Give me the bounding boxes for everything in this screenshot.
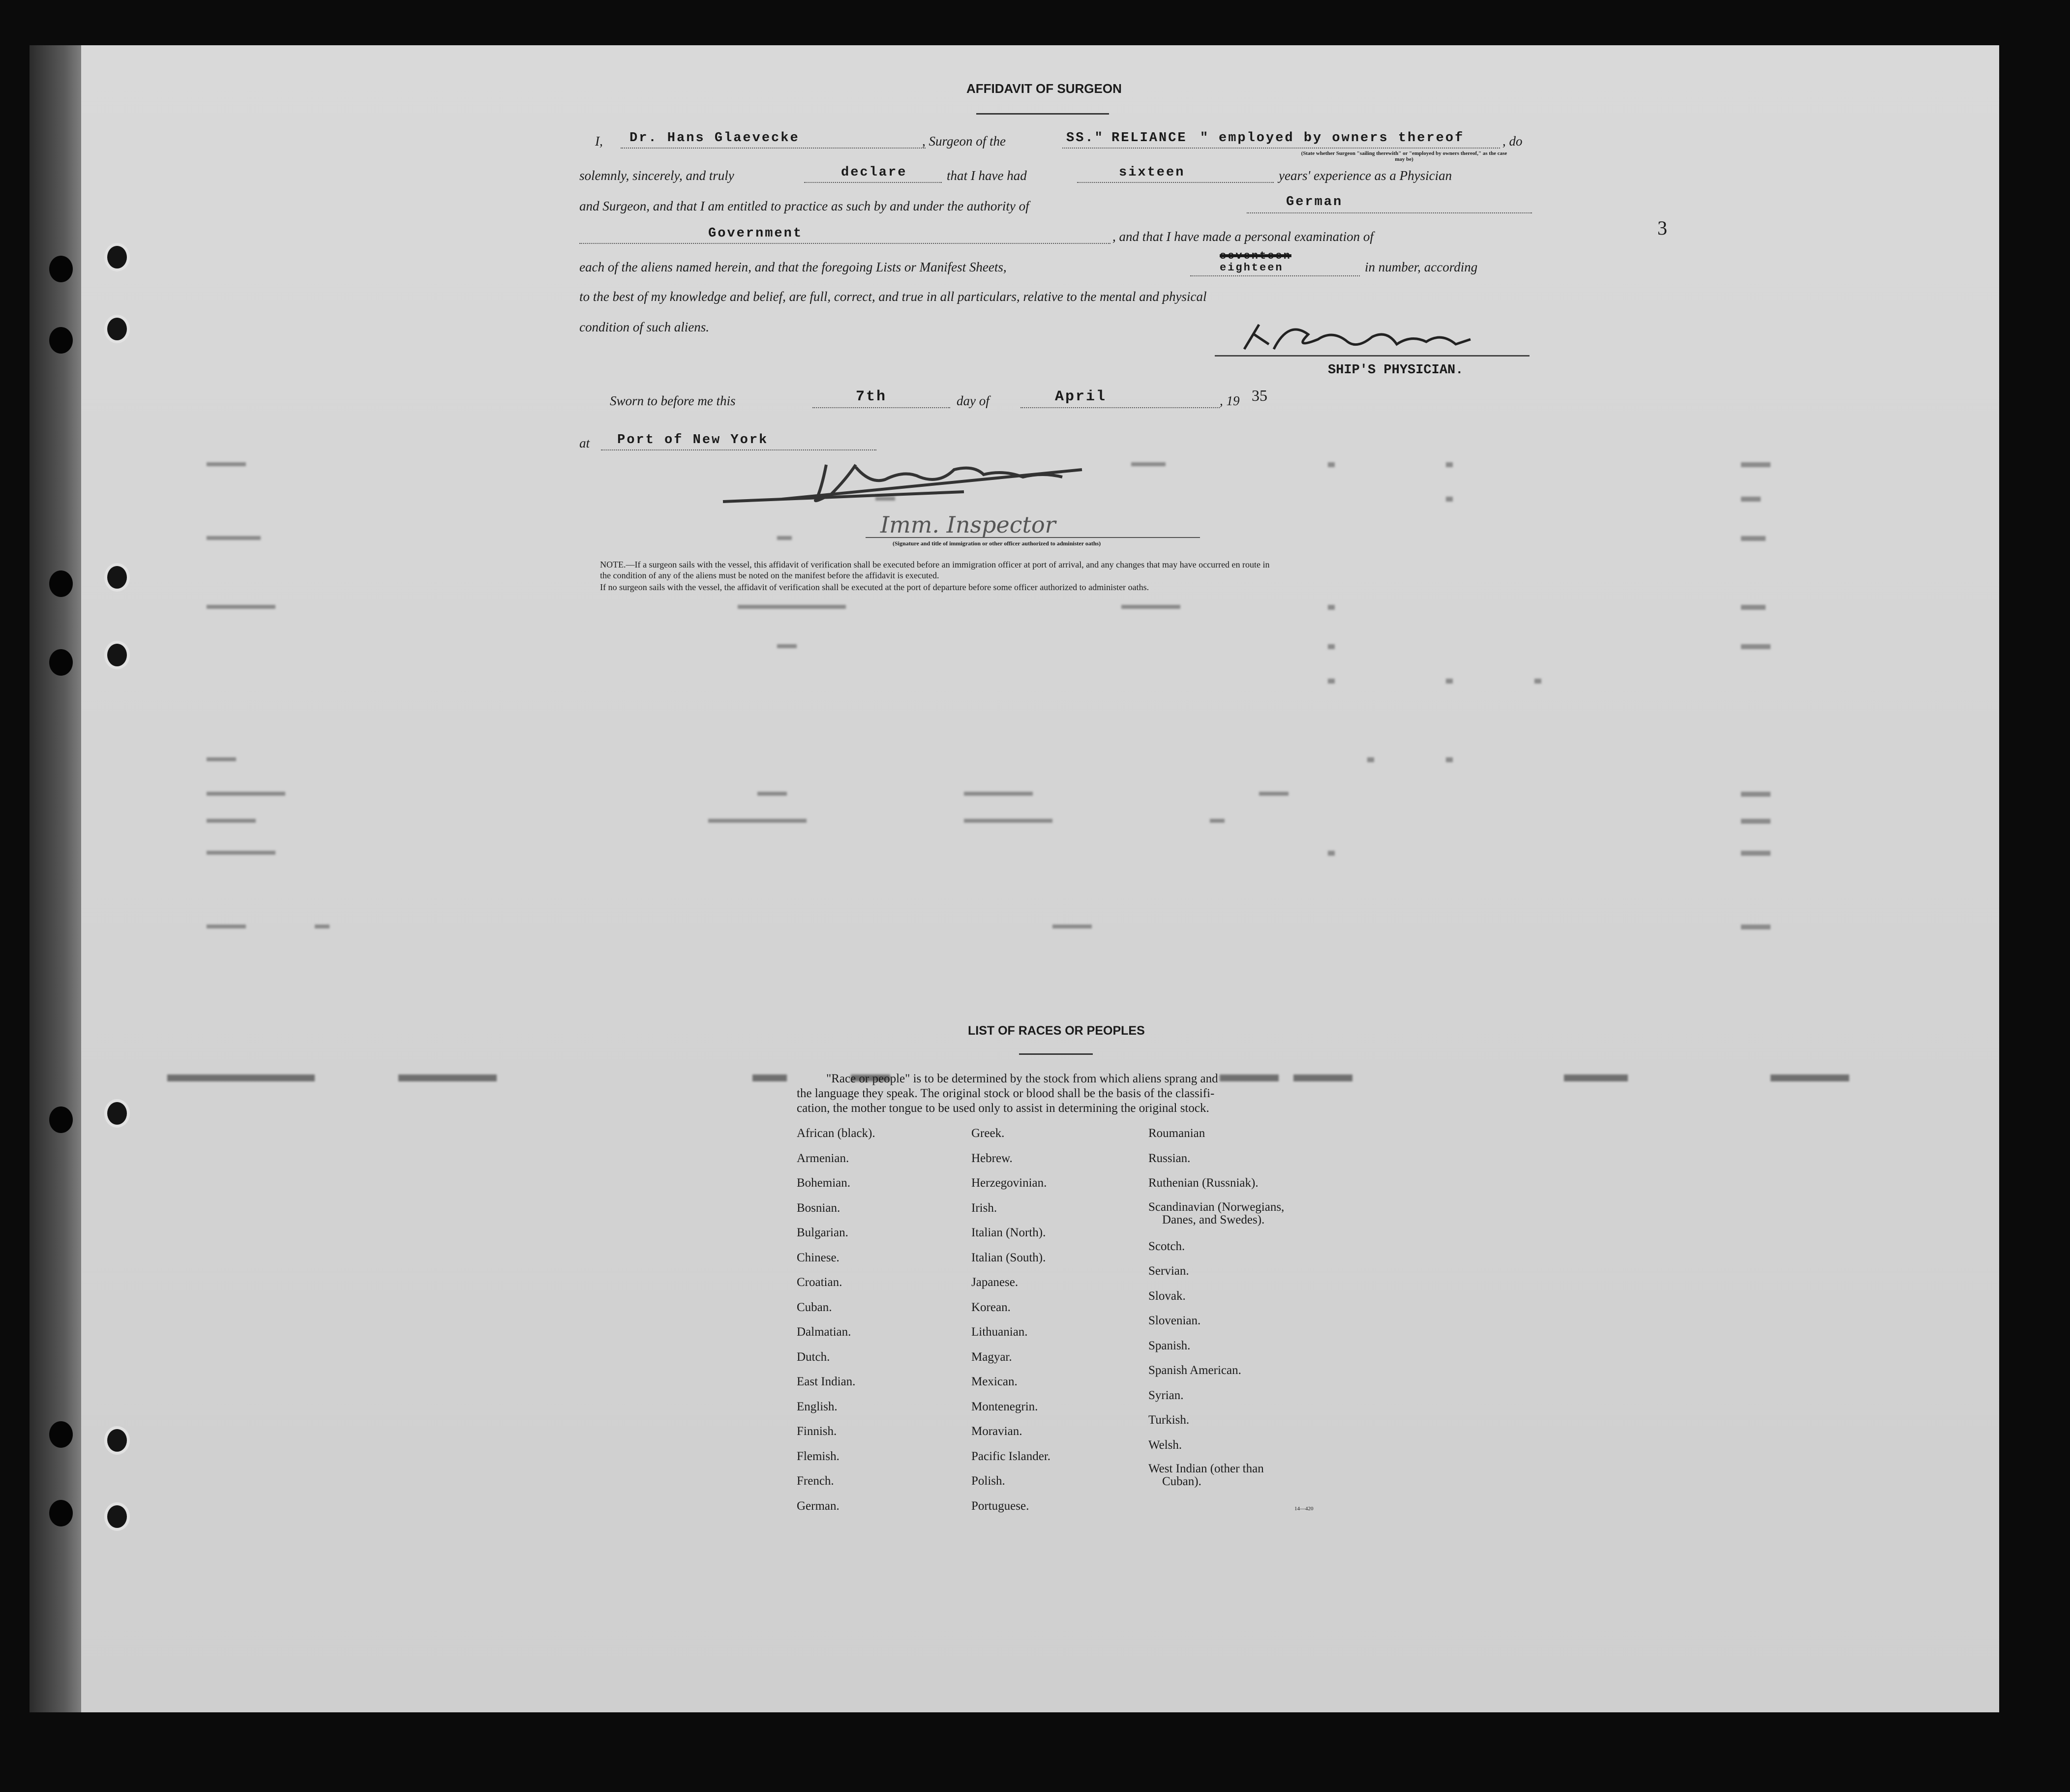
- month-value: April: [1055, 388, 1107, 405]
- race-item: Syrian.: [1148, 1388, 1184, 1402]
- surgeon-name-line: [621, 148, 926, 149]
- form-number: 14—420: [1294, 1506, 1314, 1512]
- personal-exam-label: , and that I have made a personal examination of: [1112, 229, 1374, 244]
- ship-prefix: SS.": [1066, 131, 1104, 146]
- binding-hole: [49, 649, 73, 676]
- races-column-1: [797, 1126, 875, 1523]
- years-value: sixteen: [1119, 165, 1185, 180]
- race-item: Irish.: [971, 1201, 997, 1215]
- surgeon-name: Dr. Hans Glaevecke: [630, 131, 800, 146]
- race-item: English.: [797, 1400, 838, 1413]
- day-value: 7th: [856, 388, 887, 405]
- race-item: Cuban.: [797, 1300, 832, 1314]
- race-item: Dalmatian.: [797, 1325, 851, 1339]
- races-column-3: [1148, 1126, 1284, 1492]
- physician-signature-line: [1215, 355, 1530, 357]
- solemnly-label: solemnly, sincerely, and truly: [579, 168, 734, 183]
- i-label: I,: [595, 134, 603, 149]
- month-line: [1020, 407, 1220, 408]
- physician-signature-svg: [1225, 315, 1539, 364]
- race-item: Spanish.: [1148, 1339, 1191, 1352]
- race-item: Dutch.: [797, 1350, 830, 1364]
- authority-line2: Government: [708, 226, 803, 241]
- race-item-multiline: [1148, 1463, 1284, 1492]
- knowledge-line: to the best of my knowledge and belief, are full, correct, and true in all particulars, relative to the mental and physical: [579, 289, 1207, 304]
- surgeon-line: and Surgeon, and that I am entitled to practice as such by and under the authority of: [579, 199, 1029, 213]
- race-item: Portuguese.: [971, 1499, 1029, 1513]
- binding-hole: [49, 327, 73, 354]
- race-item: Scotch.: [1148, 1239, 1185, 1253]
- races-intro-3: cation, the mother tongue to be used only to assist in determining the original stock.: [797, 1102, 1209, 1115]
- ship-name: RELIANCE: [1111, 131, 1187, 146]
- at-label: at: [579, 436, 590, 450]
- race-item: Chinese.: [797, 1251, 840, 1264]
- race-item-part: Cuban).: [1162, 1475, 1201, 1488]
- race-item: Magyar.: [971, 1350, 1012, 1364]
- race-item: Russian.: [1148, 1151, 1191, 1165]
- had-label: that I have had: [947, 168, 1027, 183]
- state-note: (State whether Surgeon "sailing therewith" or "employed by owners thereof," as the case may be): [1301, 150, 1507, 162]
- authority-line1: German: [1286, 195, 1343, 209]
- races-intro-2: the language they speak. The original stock or blood shall be the basis of the classifi-: [797, 1087, 1215, 1100]
- race-item: Roumanian: [1148, 1127, 1205, 1140]
- race-item: French.: [797, 1474, 834, 1488]
- sheets-value: eighteen: [1220, 262, 1284, 274]
- race-item: Bohemian.: [797, 1176, 851, 1190]
- ships-physician-label: SHIP'S PHYSICIAN.: [1328, 363, 1464, 378]
- race-item: Spanish American.: [1148, 1364, 1241, 1377]
- binding-hole: [104, 1426, 130, 1455]
- race-item-part: Danes, and Swedes).: [1162, 1213, 1265, 1226]
- note-line-1a: NOTE.—If a surgeon sails with the vessel, this affidavit of verification shall be executed before an immigration officer at port of arrival, and any changes that may have occurred en route in: [600, 560, 1270, 569]
- race-item-part: West Indian (other than: [1148, 1462, 1264, 1475]
- physician-signature: [1225, 315, 1539, 366]
- condition-line: condition of such aliens.: [579, 320, 709, 334]
- race-item: Montenegrin.: [971, 1400, 1038, 1413]
- race-item: Bulgarian.: [797, 1226, 848, 1239]
- authority-line1-rule: [1247, 212, 1532, 213]
- binding-hole: [104, 641, 130, 669]
- race-item: Slovak.: [1148, 1289, 1186, 1303]
- race-item-part: Scandinavian (Norwegians,: [1148, 1200, 1285, 1214]
- race-item: Mexican.: [971, 1375, 1018, 1388]
- in-number-label: in number, according: [1365, 260, 1478, 274]
- day-of-label: day of: [957, 393, 990, 408]
- race-item: Bosnian.: [797, 1201, 840, 1215]
- races-intro-1: "Race or people" is to be determined by the stock from which aliens sprang and: [826, 1072, 1218, 1085]
- race-item: Ruthenian (Russniak).: [1148, 1176, 1259, 1190]
- race-item: German.: [797, 1499, 840, 1513]
- affidavit-title: AFFIDAVIT OF SURGEON: [966, 81, 1122, 96]
- year-prefix: , 19: [1220, 393, 1240, 408]
- races-title-rule: [1019, 1053, 1093, 1055]
- authority-line2-rule: [579, 243, 1110, 244]
- race-item: Polish.: [971, 1474, 1005, 1488]
- title-rule: [976, 113, 1109, 115]
- note-line-2: If no surgeon sails with the vessel, the affidavit of verification shall be executed at the port of departure before some officer authorized to administer oaths.: [600, 582, 1149, 592]
- declare-value: declare: [841, 165, 907, 180]
- years-label: years' experience as a Physician: [1279, 168, 1452, 183]
- race-item: Finnish.: [797, 1425, 837, 1438]
- races-title: LIST OF RACES OR PEOPLES: [968, 1024, 1145, 1038]
- port-value: Port of New York: [617, 433, 769, 448]
- race-item: Croatian.: [797, 1276, 842, 1289]
- binding-hole: [49, 1421, 73, 1448]
- binding-hole: [49, 570, 73, 597]
- race-item: Flemish.: [797, 1449, 840, 1463]
- race-item: Korean.: [971, 1300, 1011, 1314]
- binding-hole: [49, 1500, 73, 1526]
- race-item: Hebrew.: [971, 1151, 1013, 1165]
- sworn-label: Sworn to before me this: [610, 393, 736, 408]
- binding-hole: [104, 1502, 130, 1531]
- page-number: 3: [1657, 217, 1667, 239]
- race-item: Lithuanian.: [971, 1325, 1028, 1339]
- surgeon-of-label: , Surgeon of the: [922, 134, 1006, 149]
- aliens-line: each of the aliens named herein, and that the foregoing Lists or Manifest Sheets,: [579, 260, 1007, 274]
- year-value: 35: [1252, 387, 1267, 404]
- day-line: [812, 407, 950, 408]
- race-item: Italian (South).: [971, 1251, 1046, 1264]
- binding-hole: [104, 563, 130, 592]
- race-item: Servian.: [1148, 1264, 1189, 1278]
- employment-line: [1062, 148, 1500, 149]
- race-item: Herzegovinian.: [971, 1176, 1047, 1190]
- races-column-2: [971, 1126, 1050, 1523]
- race-item: Welsh.: [1148, 1438, 1182, 1452]
- race-item: Moravian.: [971, 1425, 1022, 1438]
- binding-hole: [104, 1099, 130, 1128]
- race-item: Slovenian.: [1148, 1314, 1201, 1327]
- do-label: , do: [1502, 134, 1523, 149]
- note-line-1b: the condition of any of the aliens must be noted on the manifest before the affidavit is executed.: [600, 570, 939, 580]
- sheets-line: [1190, 275, 1360, 276]
- race-item: Greek.: [971, 1127, 1005, 1140]
- employment-status: employed by owners thereof: [1219, 131, 1465, 146]
- binding-hole: [104, 315, 130, 343]
- race-item-multiline: [1148, 1201, 1284, 1239]
- years-line: [1077, 182, 1274, 183]
- ship-suffix: ": [1200, 131, 1210, 146]
- signature-caption: (Signature and title of immigration or other officer authorized to administer oaths): [893, 540, 1101, 547]
- race-item: African (black).: [797, 1127, 875, 1140]
- inspector-handwritten: Imm. Inspector: [880, 511, 1056, 538]
- officer-signature-line: [866, 537, 1200, 538]
- race-item: Japanese.: [971, 1276, 1019, 1289]
- race-item: Italian (North).: [971, 1226, 1046, 1239]
- binding-hole: [49, 1106, 73, 1133]
- race-item: Turkish.: [1148, 1413, 1190, 1427]
- race-item: Pacific Islander.: [971, 1449, 1051, 1463]
- declare-line: [804, 182, 942, 183]
- race-item: East Indian.: [797, 1375, 856, 1388]
- binding-hole: [104, 243, 130, 271]
- binding-hole: [49, 256, 73, 282]
- race-item: Armenian.: [797, 1151, 849, 1165]
- sheets-struck: seventeen: [1220, 250, 1291, 262]
